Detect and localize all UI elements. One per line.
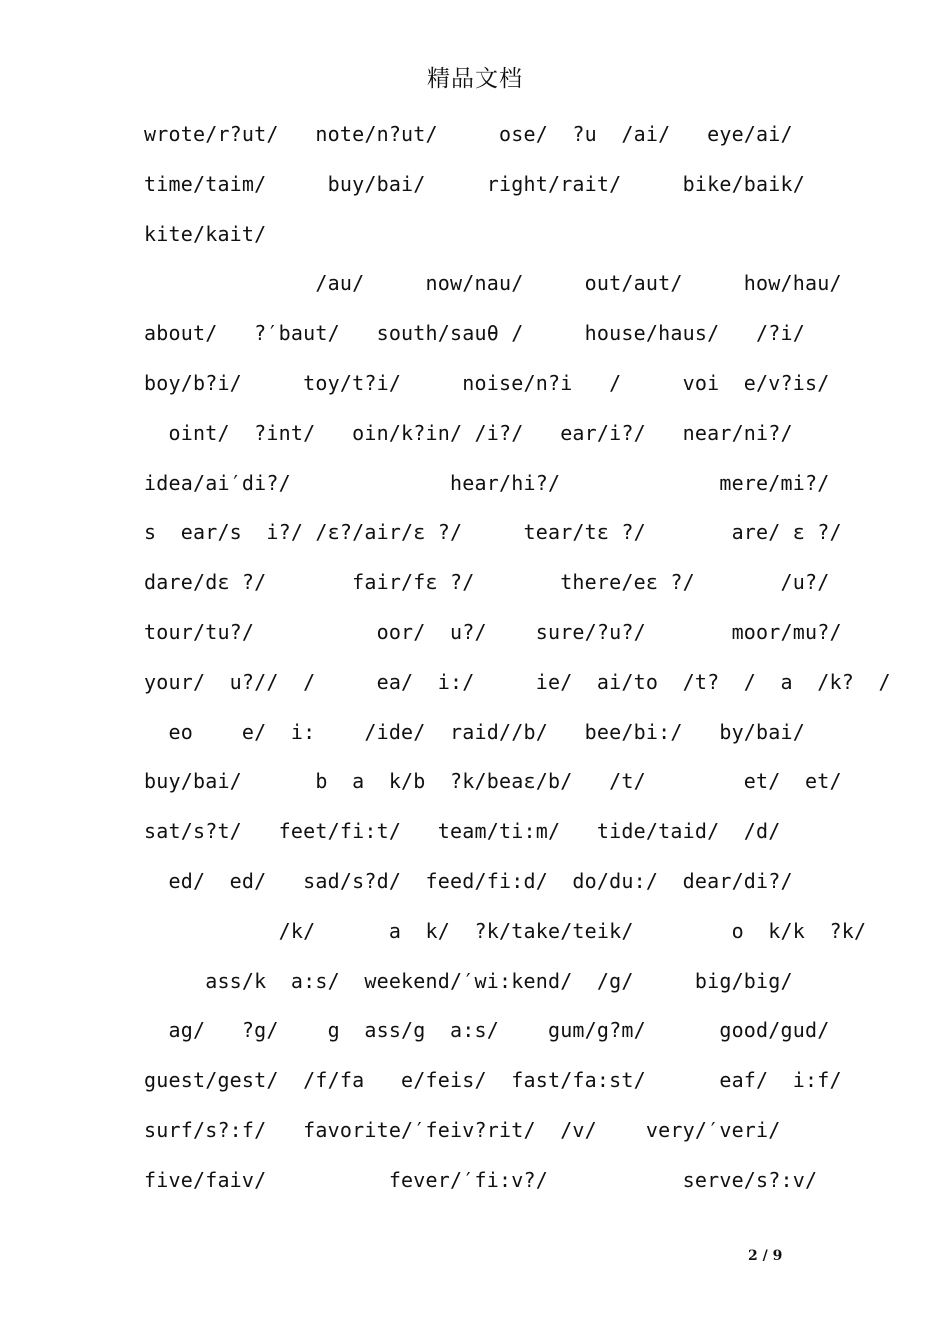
text-line: /k/ a k/ ?k/take/teik/ o k/k ?k/ xyxy=(144,918,867,943)
text-line: five/faiv/ fever/′fi:v?/ serve/s?:v/ xyxy=(144,1167,818,1192)
text-line: idea/ai′di?/ hear/hi?/ mere/mi?/ xyxy=(144,470,830,495)
document-body xyxy=(144,114,904,1210)
text-line: oint/ ?int/ oin/k?in/ /i?/ ear/i?/ near/ni?/ xyxy=(144,420,793,445)
text-line: boy/b?i/ toy/t?i/ noise/n?i / voi e/v?is/ xyxy=(144,370,830,395)
text-line: eo e/ i: /ide/ raid//b/ bee/bi:/ by/bai/ xyxy=(144,719,806,744)
text-line: tour/tu?/ oor/ u?/ sure/?u?/ moor/mu?/ xyxy=(144,619,842,644)
text-line: ass/k a:s/ weekend/′wi:kend/ /g/ big/big/ xyxy=(144,968,793,993)
page-header: 精品文档 xyxy=(427,66,523,92)
text-line: s ear/s i?/ /ɛ?/air/ɛ ?/ tear/tɛ ?/ are/ ɛ ?/ xyxy=(144,520,842,545)
text-line: buy/bai/ b a k/b ?k/beaɛ/b/ /t/ et/ et/ xyxy=(144,769,842,794)
text-line: surf/s?:f/ favorite/′feiv?rit/ /v/ very/′veri/ xyxy=(144,1117,781,1142)
text-line: dare/dɛ ?/ fair/fɛ ?/ there/eɛ ?/ /u?/ xyxy=(144,570,830,595)
text-line: your/ u?// / ea/ i:/ ie/ ai/to /t? / a /k? / xyxy=(144,669,891,694)
text-line: kite/kait/ xyxy=(144,221,267,246)
text-line: guest/gest/ /f/fa e/feis/ fast/fa:st/ eaf/ i:f/ xyxy=(144,1068,842,1093)
page-number: 2 / 9 xyxy=(748,1248,783,1264)
text-line: time/taim/ buy/bai/ right/rait/ bike/baik/ xyxy=(144,171,806,196)
text-line: wrote/r?ut/ note/n?ut/ ose/ ?u /ai/ eye/ai/ xyxy=(144,122,793,146)
text-line: about/ ?′baut/ south/sauθ / house/haus/ /?i/ xyxy=(144,321,806,346)
text-line: ed/ ed/ sad/s?d/ feed/fi:d/ do/du:/ dear/di?/ xyxy=(144,868,793,893)
text-line: ag/ ?g/ g ass/g a:s/ gum/g?m/ good/gud/ xyxy=(144,1018,830,1043)
text-line: /au/ now/nau/ out/aut/ how/hau/ xyxy=(144,271,842,296)
text-line: sat/s?t/ feet/fi:t/ team/ti:m/ tide/taid/ /d/ xyxy=(144,819,781,844)
